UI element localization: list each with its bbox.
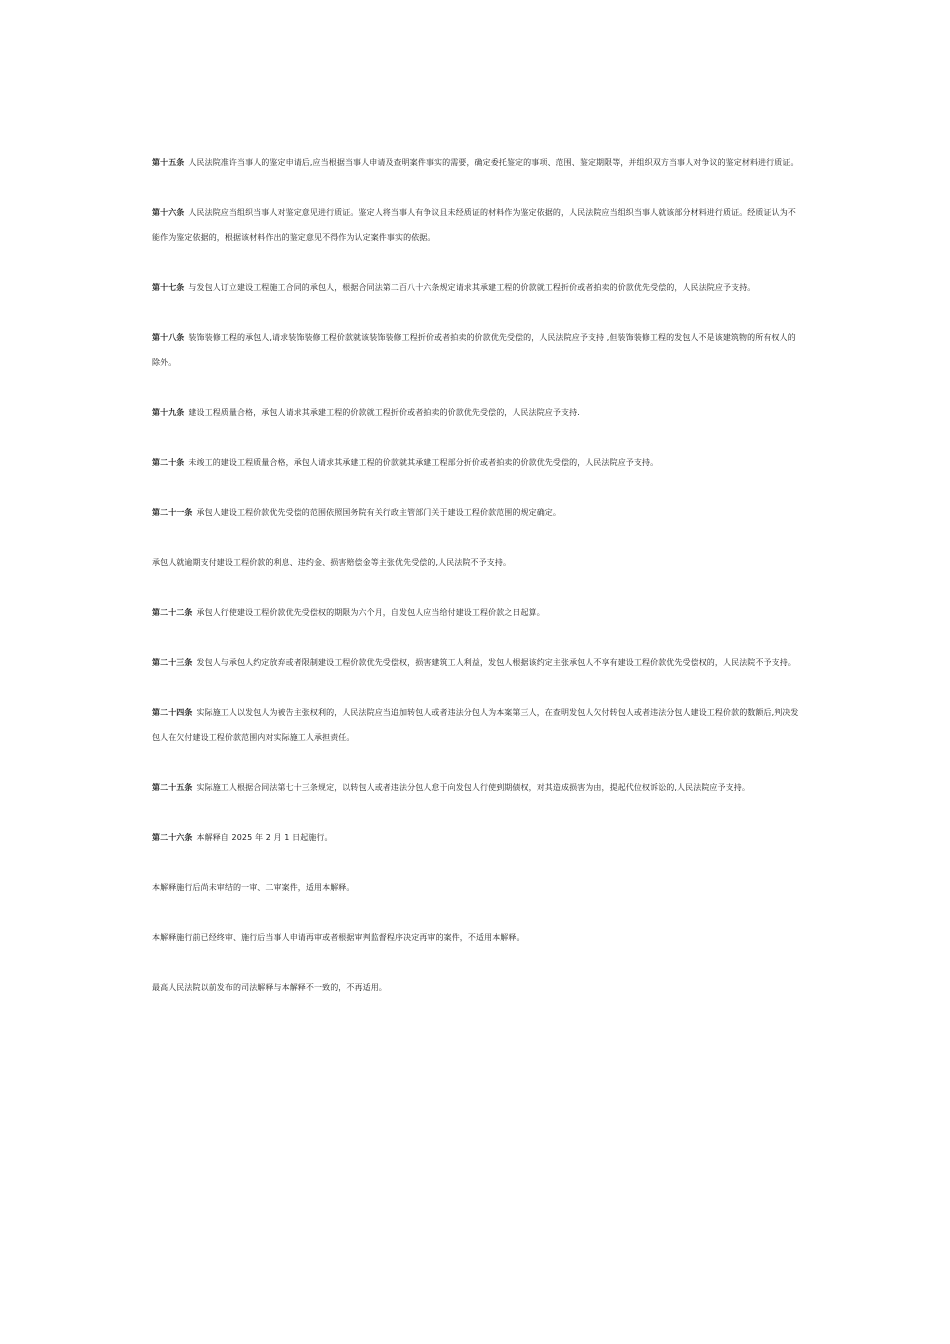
- article-text: 与发包人订立建设工程施工合同的承包人，根据合同法第二百八十六条规定请求其承建工程的价款就工程折价或者拍卖的价款优先受偿的，人民法院应予支持。: [188, 283, 756, 292]
- article-text: 承包人行使建设工程价款优先受偿权的期限为六个月，自发包人应当给付建设工程价款之日起算。: [196, 608, 545, 617]
- article-16: [152, 200, 800, 250]
- article-26: [152, 825, 800, 850]
- article-heading: 第二十三条: [152, 658, 193, 667]
- article-heading: 第十七条: [152, 283, 185, 292]
- article-text: 未竣工的建设工程质量合格，承包人请求其承建工程的价款就其承建工程部分折价或者拍卖的价款优先受偿的，人民法院应予支持。: [188, 458, 659, 467]
- article-heading: 第二十一条: [152, 508, 193, 517]
- article-26-paragraph-4: [152, 975, 800, 1000]
- article-heading: 第十九条: [152, 408, 185, 417]
- article-text: 发包人与承包人约定放弃或者限制建设工程价款优先受偿权，损害建筑工人利益，发包人根据该约定主张承包人不享有建设工程价款优先受偿权的，人民法院不予支持。: [196, 658, 796, 667]
- article-text: 承包人建设工程价款优先受偿的范围依照国务院有关行政主管部门关于建设工程价款范围的规定确定。: [196, 508, 561, 517]
- article-26-paragraph-2: [152, 875, 800, 900]
- article-heading: 第二十条: [152, 458, 185, 467]
- article-22: [152, 600, 800, 625]
- article-heading: 第二十四条: [152, 708, 193, 717]
- article-21: [152, 500, 800, 525]
- paragraph-text: 本解释施行后尚未审结的一审、二审案件，适用本解释。: [152, 883, 355, 892]
- article-text: 实际施工人以发包人为被告主张权利的，人民法院应当追加转包人或者违法分包人为本案第三人，在查明发包人欠付转包人或者违法分包人建设工程价款的数额后,判决发包人在欠付建设工程价款范围内对实际施工人承担责任。: [152, 708, 799, 742]
- article-text: 装饰装修工程的承包人,请求装饰装修工程价款就该装饰装修工程折价或者拍卖的价款优先受偿的，人民法院应予支持 ,但装饰装修工程的发包人不是该建筑物的所有权人的除外。: [152, 333, 796, 367]
- article-21-paragraph-2: [152, 550, 800, 575]
- document-body: [152, 150, 800, 1025]
- article-text: 建设工程质量合格，承包人请求其承建工程的价款就工程折价或者拍卖的价款优先受偿的，人民法院应予支持.: [188, 408, 580, 417]
- article-heading: 第二十五条: [152, 783, 193, 792]
- article-text: 实际施工人根据合同法第七十三条规定，以转包人或者违法分包人怠于向发包人行使到期债权，对其造成损害为由，提起代位权诉讼的,人民法院应予支持。: [196, 783, 750, 792]
- article-23: [152, 650, 800, 675]
- article-text: 人民法院准许当事人的鉴定申请后,应当根据当事人申请及查明案件事实的需要，确定委托鉴定的事项、范围、鉴定期限等，并组织双方当事人对争议的鉴定材料进行质证。: [188, 158, 799, 167]
- article-heading: 第十八条: [152, 333, 185, 342]
- paragraph-text: 本解释施行前已经终审、施行后当事人申请再审或者根据审判监督程序决定再审的案件，不适用本解释。: [152, 933, 525, 942]
- article-15: [152, 150, 800, 175]
- article-heading: 第十六条: [152, 208, 185, 217]
- paragraph-text: 最高人民法院以前发布的司法解释与本解释不一致的，不再适用。: [152, 983, 387, 992]
- article-26-paragraph-3: [152, 925, 800, 950]
- paragraph-text: 承包人就逾期支付建设工程价款的利息、违约金、损害赔偿金等主张优先受偿的,人民法院不予支持。: [152, 558, 512, 567]
- article-17: [152, 275, 800, 300]
- article-text: 人民法院应当组织当事人对鉴定意见进行质证。鉴定人将当事人有争议且未经质证的材料作为鉴定依据的，人民法院应当组织当事人就该部分材料进行质证。经质证认为不能作为鉴定依据的，根据该材料作出的鉴定意见不得作为认定案件事实的依据。: [152, 208, 796, 242]
- article-25: [152, 775, 800, 800]
- article-20: [152, 450, 800, 475]
- article-text: 本解释自 2025 年 2 月 1 日起施行。: [196, 833, 333, 842]
- article-heading: 第二十二条: [152, 608, 193, 617]
- article-heading: 第十五条: [152, 158, 185, 167]
- article-19: [152, 400, 800, 425]
- article-18: [152, 325, 800, 375]
- article-heading: 第二十六条: [152, 833, 193, 842]
- article-24: [152, 700, 800, 750]
